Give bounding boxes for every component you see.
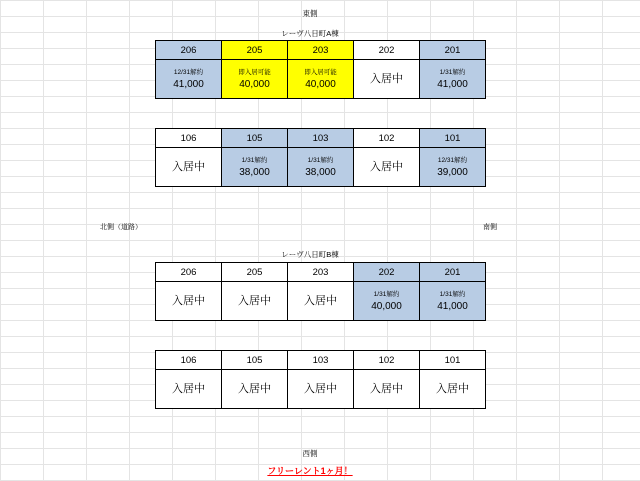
room-number-cell[interactable]: 205 (222, 41, 288, 60)
room-number-cell[interactable]: 202 (354, 41, 420, 60)
room-occupied-label: 入居中 (370, 73, 403, 85)
table-row (156, 351, 486, 370)
room-status-cell[interactable] (354, 282, 420, 321)
room-status-cell[interactable] (420, 370, 486, 409)
table-row (156, 41, 486, 60)
free-rent-note: フリーレント1ヶ月！ (267, 466, 353, 476)
room-number-cell[interactable]: 102 (354, 351, 420, 370)
room-status-cell[interactable] (156, 148, 222, 187)
room-price: 38,000 (305, 166, 336, 178)
room-note: 1/31解約 (307, 156, 334, 164)
room-status-cell[interactable] (354, 370, 420, 409)
room-number-cell[interactable]: 101 (420, 129, 486, 148)
room-number-cell[interactable]: 205 (222, 263, 288, 282)
room-number-cell[interactable]: 202 (354, 263, 420, 282)
room-number-cell[interactable]: 206 (156, 41, 222, 60)
building-b-floor-1-table (155, 350, 486, 409)
building-a-floor-1-table (155, 128, 486, 187)
room-occupied-label: 入居中 (238, 383, 271, 395)
room-number-cell[interactable]: 201 (420, 263, 486, 282)
room-status-cell[interactable] (420, 148, 486, 187)
room-number-cell[interactable]: 206 (156, 263, 222, 282)
room-status-cell[interactable] (288, 60, 354, 99)
table-row (156, 282, 486, 321)
room-number-cell[interactable]: 105 (222, 351, 288, 370)
label-west: 西側 (302, 449, 318, 458)
room-note: 1/31解約 (439, 290, 466, 298)
room-occupied-label: 入居中 (370, 383, 403, 395)
room-price: 38,000 (239, 166, 270, 178)
table-row (156, 370, 486, 409)
room-status-cell[interactable] (222, 60, 288, 99)
room-number-cell[interactable]: 103 (288, 129, 354, 148)
room-price: 40,000 (239, 78, 270, 90)
room-price: 40,000 (371, 300, 402, 312)
room-status-cell[interactable] (354, 148, 420, 187)
building-a-floor-2-table (155, 40, 486, 99)
room-occupied-label: 入居中 (304, 295, 337, 307)
label-north: 北側（道路） (100, 224, 142, 231)
room-status-cell[interactable] (420, 60, 486, 99)
room-status-cell[interactable] (420, 282, 486, 321)
room-status-cell[interactable] (156, 282, 222, 321)
table-row (156, 60, 486, 99)
room-note: 即入居可能 (304, 68, 337, 76)
room-occupied-label: 入居中 (172, 161, 205, 173)
room-note: 1/31解約 (373, 290, 400, 298)
room-price: 41,000 (437, 300, 468, 312)
room-status-cell[interactable] (156, 60, 222, 99)
room-occupied-label: 入居中 (238, 295, 271, 307)
room-number-cell[interactable]: 203 (288, 41, 354, 60)
room-price: 40,000 (305, 78, 336, 90)
building-title-b: レーヴ八日町B棟 (281, 250, 339, 259)
room-number-cell[interactable]: 101 (420, 351, 486, 370)
room-number-cell[interactable]: 106 (156, 351, 222, 370)
room-note: 1/31解約 (439, 68, 466, 76)
room-number-cell[interactable]: 105 (222, 129, 288, 148)
room-price: 41,000 (173, 78, 204, 90)
room-number-cell[interactable]: 203 (288, 263, 354, 282)
room-status-cell[interactable] (354, 60, 420, 99)
room-status-cell[interactable] (222, 370, 288, 409)
room-note: 12/31解約 (173, 68, 204, 76)
room-occupied-label: 入居中 (370, 161, 403, 173)
room-status-cell[interactable] (288, 148, 354, 187)
room-number-cell[interactable]: 103 (288, 351, 354, 370)
room-status-cell[interactable] (156, 370, 222, 409)
room-occupied-label: 入居中 (172, 295, 205, 307)
building-b-floor-2-table (155, 262, 486, 321)
room-status-cell[interactable] (288, 370, 354, 409)
room-note: 12/31解約 (437, 156, 468, 164)
room-price: 39,000 (437, 166, 468, 178)
room-status-cell[interactable] (222, 282, 288, 321)
room-number-cell[interactable]: 201 (420, 41, 486, 60)
label-east: 東側 (302, 9, 318, 18)
table-row (156, 129, 486, 148)
room-number-cell[interactable]: 106 (156, 129, 222, 148)
room-number-cell[interactable]: 102 (354, 129, 420, 148)
label-south: 南側 (483, 224, 497, 231)
room-price: 41,000 (437, 78, 468, 90)
building-title-a: レーヴ八日町A棟 (281, 29, 339, 38)
room-occupied-label: 入居中 (436, 383, 469, 395)
table-row (156, 263, 486, 282)
room-note: 即入居可能 (238, 68, 271, 76)
table-row (156, 148, 486, 187)
room-occupied-label: 入居中 (172, 383, 205, 395)
room-note: 1/31解約 (241, 156, 268, 164)
room-status-cell[interactable] (288, 282, 354, 321)
room-occupied-label: 入居中 (304, 383, 337, 395)
room-status-cell[interactable] (222, 148, 288, 187)
